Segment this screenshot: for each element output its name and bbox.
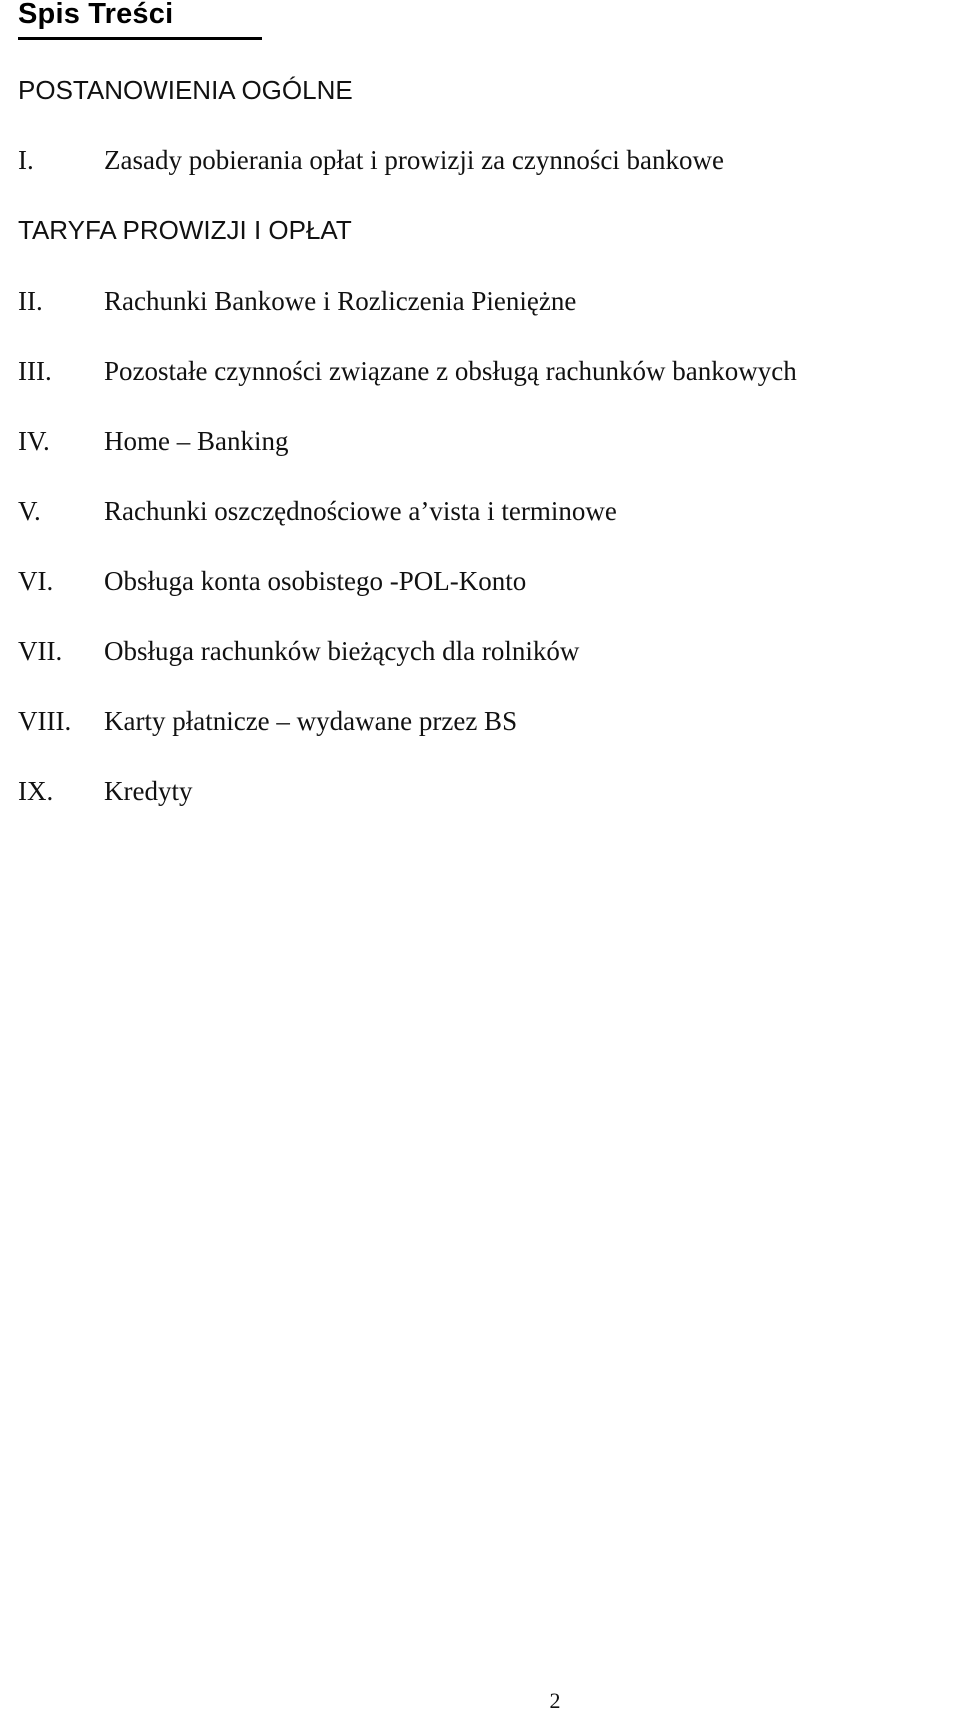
toc-entry-number: IX. <box>18 776 54 806</box>
section-heading-text: POSTANOWIENIA OGÓLNE <box>18 75 353 105</box>
toc-entry-number: I. <box>18 145 34 175</box>
toc-entry-title: Zasady pobierania opłat i prowizji za czynności bankowe <box>104 145 725 175</box>
toc-section-postanowienia <box>0 70 960 110</box>
toc-entry-i <box>0 140 960 180</box>
toc-heading <box>18 0 262 40</box>
toc-entry-number: VII. <box>18 636 63 666</box>
toc-entry-number: VIII. <box>18 706 72 736</box>
toc-entry-title: Pozostałe czynności związane z obsługą rachunków bankowych <box>104 356 797 386</box>
section-heading-text: TARYFA PROWIZJI I OPŁAT <box>18 215 352 245</box>
toc-entry-ii <box>0 281 960 321</box>
toc-entry-number: III. <box>18 356 52 386</box>
toc-entry-ix <box>0 771 960 811</box>
toc-entry-title: Kredyty <box>104 776 193 806</box>
page-number: 2 <box>549 1688 561 1713</box>
toc-entry-iii <box>0 351 960 391</box>
toc-entry-title: Karty płatnicze – wydawane przez BS <box>104 706 518 736</box>
toc-entry-title: Home – Banking <box>104 426 289 456</box>
toc-entry-number: II. <box>18 286 43 316</box>
toc-entry-iv <box>0 421 960 461</box>
toc-entry-number: VI. <box>18 566 54 596</box>
toc-section-taryfa <box>0 210 960 250</box>
toc-entry-number: V. <box>18 496 41 526</box>
toc-entry-title: Rachunki oszczędnościowe a’vista i terminowe <box>104 496 617 526</box>
toc-heading-text: Spis Treści <box>18 0 174 30</box>
toc-entry-vi <box>0 561 960 601</box>
toc-entry-title: Rachunki Bankowe i Rozliczenia Pieniężne <box>104 286 577 316</box>
toc-entry-viii <box>0 701 960 741</box>
toc-entry-title: Obsługa konta osobistego -POL-Konto <box>104 566 527 596</box>
toc-entry-v <box>0 491 960 531</box>
toc-entry-vii <box>0 631 960 671</box>
toc-entry-number: IV. <box>18 426 50 456</box>
toc-entry-title: Obsługa rachunków bieżących dla rolników <box>104 636 580 666</box>
